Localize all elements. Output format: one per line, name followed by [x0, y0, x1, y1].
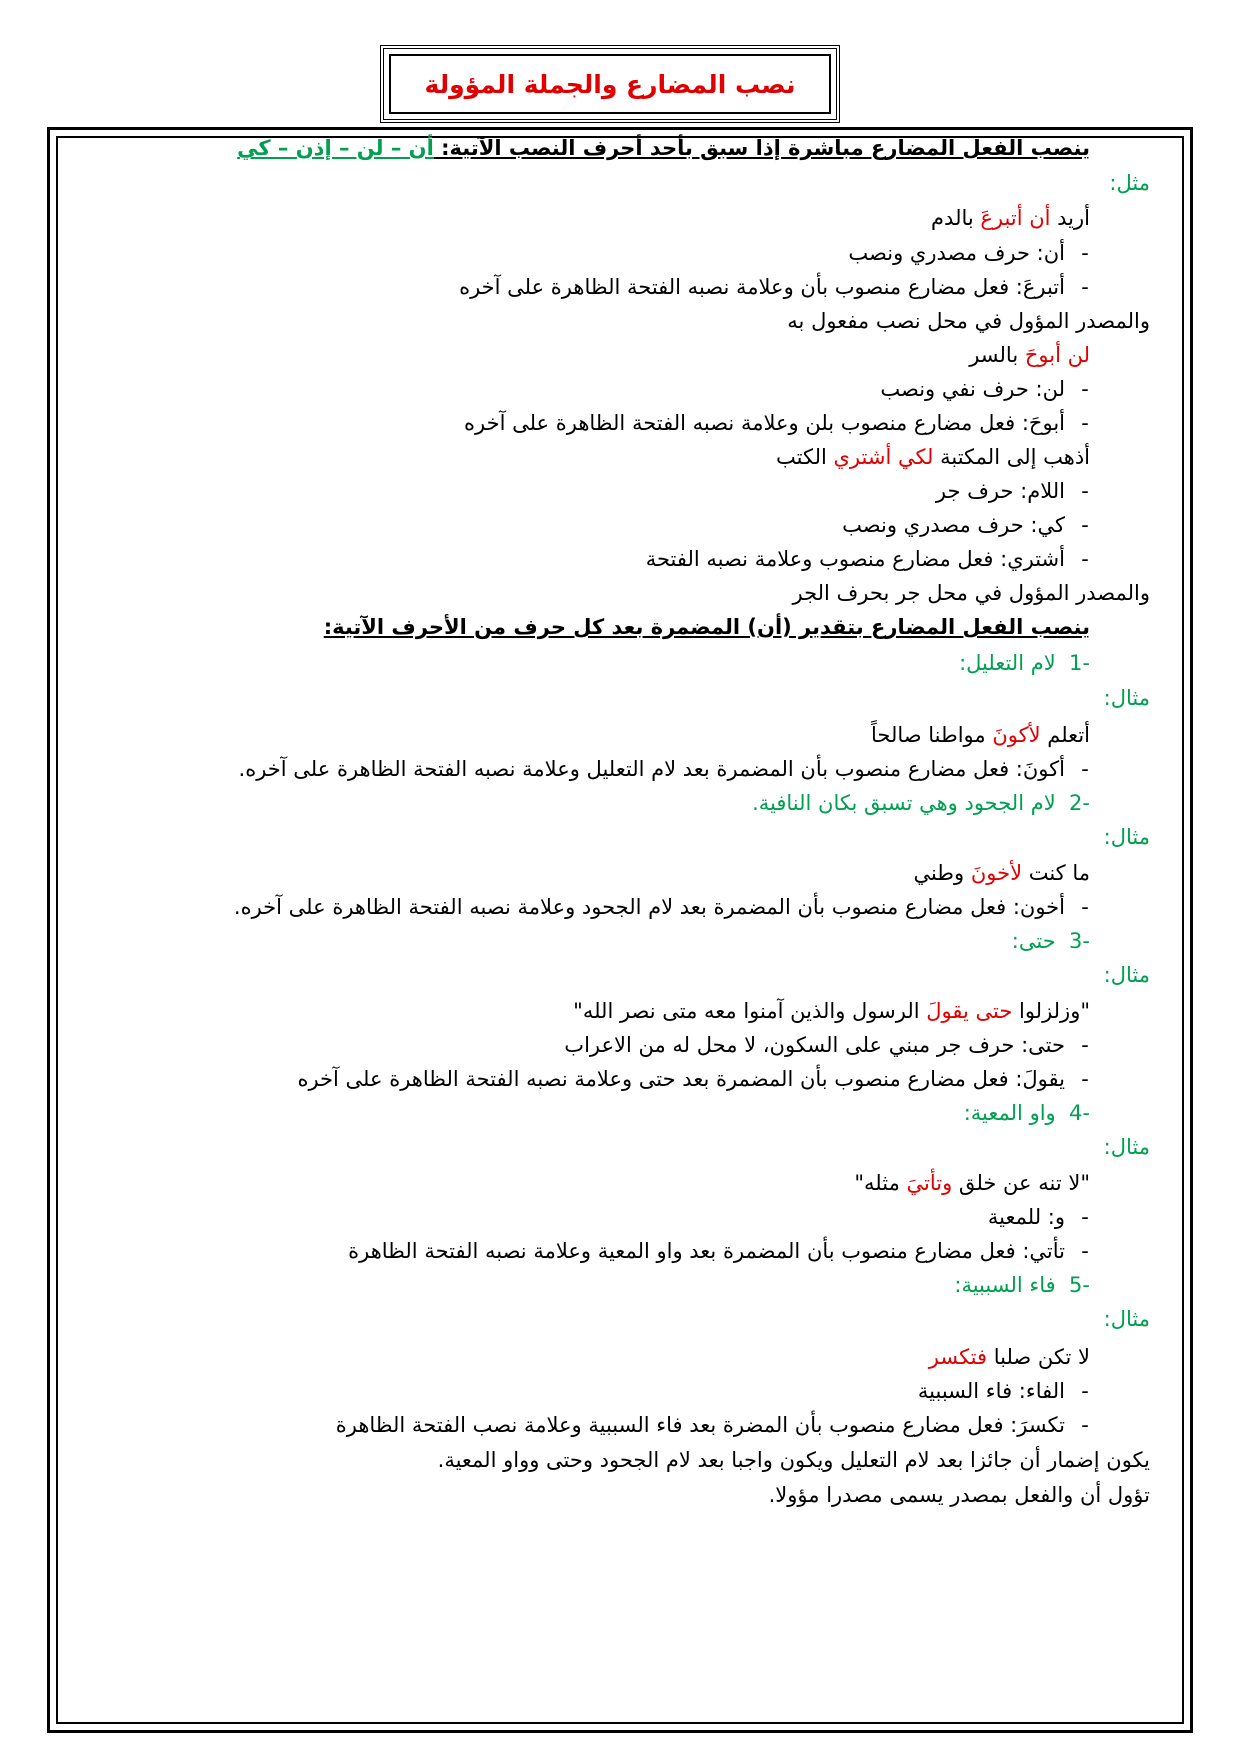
example-label: مثال:: [1103, 1307, 1150, 1331]
item-number: -2: [1069, 791, 1090, 815]
note-line: والمصدر المؤول في محل نصب مفعول به: [787, 309, 1150, 333]
sentence-highlight: فتكسر: [928, 1345, 988, 1369]
item-label: لام الجحود وهي تسبق بكان النافية.: [752, 791, 1056, 815]
dash-bullet: -: [1081, 1379, 1089, 1403]
dash-bullet: -: [1081, 757, 1089, 781]
list-item-text: تكسرَ: فعل مضارع منصوب بأن المضرة بعد فاء السببية وعلامة نصب الفتحة الظاهرة: [335, 1413, 1065, 1437]
list-item: [297, 1064, 1105, 1094]
list-item-text: تأتي: فعل مضارع منصوب بأن المضمرة بعد واو المعية وعلامة نصبه الفتحة الظاهرة: [348, 1239, 1065, 1263]
dash-bullet: -: [1081, 1205, 1089, 1229]
example-sentence: [854, 1168, 1090, 1198]
dash-bullet: -: [1081, 275, 1089, 299]
list-item-text: أخون: فعل مضارع منصوب بأن المضمرة بعد لام الجحود وعلامة نصبه الفتحة الظاهرة على آخره.: [233, 895, 1065, 919]
sentence-highlight: أن أتبرعَ: [980, 206, 1051, 230]
page-title: نصب المضارع والجملة المؤولة: [424, 69, 796, 99]
sentence-highlight: وتأتيَ: [906, 1171, 953, 1195]
sentence-highlight: لن أبوحَ: [1024, 343, 1090, 367]
sentence-text: ما كنت: [1022, 861, 1090, 885]
sentence-text: وطني: [913, 861, 971, 885]
sentence-text: الكتب: [776, 445, 834, 469]
item-label: واو المعية:: [963, 1101, 1056, 1125]
list-item-text: أن: حرف مصدري ونصب: [848, 241, 1065, 265]
sentence-text: أتعلم: [1040, 723, 1090, 747]
list-item: [234, 892, 1105, 922]
example-sentence: [913, 858, 1090, 888]
example-label: مثل:: [1109, 171, 1150, 195]
numbered-label: [1012, 926, 1090, 956]
dash-bullet: -: [1081, 1033, 1089, 1057]
item-number: -4: [1069, 1101, 1090, 1125]
item-number: -3: [1069, 929, 1090, 953]
list-item: [646, 544, 1105, 574]
example-sentence: [931, 203, 1090, 233]
dash-bullet: -: [1081, 479, 1089, 503]
item-number: -1: [1069, 651, 1090, 675]
sentence-text: بالسر: [969, 343, 1025, 367]
dash-bullet: -: [1081, 513, 1089, 537]
example-sentence: [776, 442, 1090, 472]
dash-bullet: -: [1081, 547, 1089, 571]
item-label: فاء السببية:: [954, 1273, 1056, 1297]
example-label: مثال:: [1103, 963, 1150, 987]
list-item: [239, 754, 1105, 784]
dash-bullet: -: [1081, 377, 1089, 401]
numbered-label: [959, 648, 1090, 678]
list-item-text: كي: حرف مصدري ونصب: [842, 513, 1065, 537]
dash-bullet: -: [1081, 411, 1089, 435]
sentence-text: بالدم: [931, 206, 981, 230]
dash-bullet: -: [1081, 895, 1089, 919]
sentence-text: مواطنا صالحاً: [871, 723, 993, 747]
list-item: [336, 1410, 1105, 1440]
example-label: مثال:: [1103, 825, 1150, 849]
sentence-text: "لا تنه عن خلق: [952, 1171, 1090, 1195]
numbered-label: [954, 1270, 1090, 1300]
sentence-text: أذهب إلى المكتبة: [933, 445, 1090, 469]
list-item: [936, 476, 1105, 506]
list-item-text: أكونَ: فعل مضارع منصوب بأن المضمرة بعد لام التعليل وعلامة نصبه الفتحة الظاهرة على آخره.: [238, 757, 1065, 781]
list-item: [459, 272, 1105, 302]
list-item: [842, 510, 1105, 540]
dash-bullet: -: [1081, 1239, 1089, 1263]
closing-line: تؤول أن والفعل بمصدر يسمى مصدرا مؤولا.: [768, 1483, 1150, 1507]
item-label: لام التعليل:: [959, 651, 1056, 675]
example-sentence: [871, 720, 1090, 750]
numbered-label: [964, 1098, 1090, 1128]
title-frame: [380, 45, 840, 123]
list-item-text: الفاء: فاء السببية: [917, 1379, 1065, 1403]
intro-text: ينصب الفعل المضارع مباشرة إذا سبق بأحد أحرف النصب الآتية:: [433, 136, 1090, 160]
dash-bullet: -: [1081, 1067, 1089, 1091]
list-item-text: يقولَ: فعل مضارع منصوب بأن المضمرة بعد حتى وعلامة نصبه الفتحة الظاهرة على آخره: [297, 1067, 1065, 1091]
section-heading: ينصب الفعل المضارع بتقدير (أن) المضمرة بعد كل حرف من الأحرف الآتية:: [323, 615, 1090, 639]
list-item-text: لن: حرف نفي ونصب: [880, 377, 1065, 401]
sentence-highlight: لأكونَ: [992, 723, 1041, 747]
sentence-highlight: لكي أشتري: [833, 445, 934, 469]
dash-bullet: -: [1081, 1413, 1089, 1437]
example-sentence: [929, 1342, 1090, 1372]
note-line: والمصدر المؤول في محل جر بحرف الجر: [792, 581, 1150, 605]
list-item: [348, 1236, 1105, 1266]
sentence-highlight: حتى يقولَ: [926, 999, 1013, 1023]
example-label: مثال:: [1103, 1135, 1150, 1159]
list-item: [848, 238, 1105, 268]
list-item-text: أبوحَ: فعل مضارع منصوب بلن وعلامة نصبه الفتحة الظاهرة على آخره: [464, 411, 1065, 435]
list-item: [464, 408, 1105, 438]
list-item-text: أشتري: فعل مضارع منصوب وعلامة نصبه الفتحة: [645, 547, 1065, 571]
intro-letters: أن – لن – إذن – كي: [237, 136, 434, 160]
sentence-text: الرسول والذين آمنوا معه متى نصر الله": [573, 999, 927, 1023]
list-item: [880, 374, 1105, 404]
closing-line: يكون إضمار أن جائزا بعد لام التعليل ويكون واجبا بعد لام الجحود وحتى وواو المعية.: [437, 1448, 1150, 1472]
sentence-highlight: لأخونَ: [970, 861, 1023, 885]
sentence-text: أريد: [1050, 206, 1090, 230]
numbered-label: [752, 788, 1090, 818]
list-item-text: اللام: حرف جر: [935, 479, 1065, 503]
example-label: مثال:: [1103, 686, 1150, 710]
sentence-text: "وزلزلوا: [1012, 999, 1090, 1023]
example-sentence: [969, 340, 1090, 370]
item-label: حتى:: [1011, 929, 1056, 953]
list-item: [918, 1376, 1105, 1406]
sentence-text: لا تكن صلبا: [987, 1345, 1090, 1369]
list-item: [988, 1202, 1105, 1232]
list-item-text: أتبرعَ: فعل مضارع منصوب بأن وعلامة نصبه الفتحة الظاهرة على آخره: [459, 275, 1065, 299]
list-item: [564, 1030, 1105, 1060]
item-number: -5: [1069, 1273, 1090, 1297]
intro-line: [237, 133, 1090, 163]
example-sentence: [573, 996, 1090, 1026]
sentence-text: مثله": [854, 1171, 907, 1195]
list-item-text: حتى: حرف جر مبني على السكون، لا محل له من الاعراب: [564, 1033, 1065, 1057]
dash-bullet: -: [1081, 241, 1089, 265]
list-item-text: و: للمعية: [987, 1205, 1065, 1229]
